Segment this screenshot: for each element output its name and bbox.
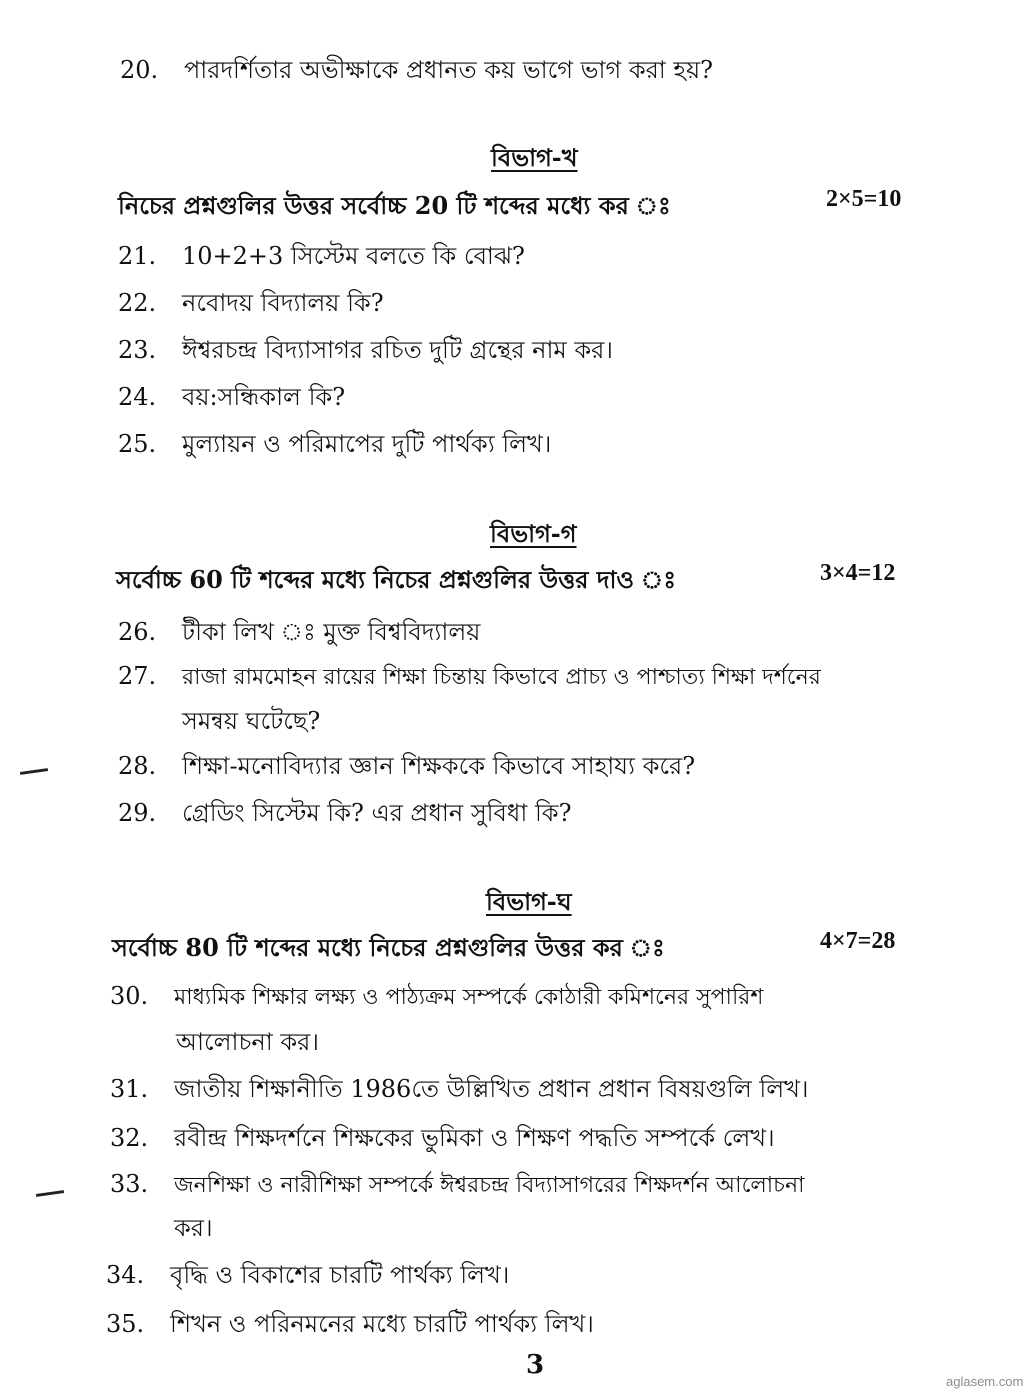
watermark: aglasem.com: [946, 1374, 1024, 1389]
question-number: 34.: [106, 1261, 145, 1289]
section-instruction-kha: নিচের প্রশ্নগুলির উত্তর সর্বোচ্চ 20 টি শব্দের মধ্যে কর ঃ: [118, 191, 671, 220]
question-text: বৃদ্ধি ও বিকাশের চারটি পার্থক্য লিখ।: [170, 1261, 510, 1289]
section-title-kha: বিভাগ-খ: [491, 143, 578, 172]
question-26: [118, 614, 480, 654]
question-33: [110, 1168, 805, 1205]
question-30: [110, 980, 763, 1017]
question-20: [120, 52, 713, 92]
margin-mark: [20, 768, 48, 775]
question-25: [118, 426, 551, 466]
section-marks-kha: 2×5=10: [826, 186, 902, 212]
question-number: 26.: [118, 618, 157, 646]
question-text: পারদর্শিতার অভীক্ষাকে প্রধানত কয় ভাগে ভাগ করা হয়?: [184, 56, 714, 84]
question-number: 20.: [120, 56, 159, 84]
question-number: 30.: [110, 982, 149, 1010]
question-number: 27.: [118, 662, 157, 690]
question-text: শিক্ষা-মনোবিদ্যার জ্ঞান শিক্ষককে কিভাবে সাহায্য করে?: [182, 752, 696, 780]
question-number: 28.: [118, 752, 157, 780]
question-33-continuation: কর।: [174, 1214, 213, 1242]
question-27-continuation: সমন্বয় ঘটেছে?: [182, 707, 321, 735]
question-number: 35.: [106, 1310, 145, 1338]
question-text: গ্রেডিং সিস্টেম কি? এর প্রধান সুবিধা কি?: [182, 799, 572, 827]
section-instruction-gha: সর্বোচ্চ 80 টি শব্দের মধ্যে নিচের প্রশ্নগুলির উত্তর কর ঃ: [112, 933, 665, 962]
question-text: নবোদয় বিদ্যালয় কি?: [182, 289, 384, 317]
section-marks-ga: 3×4=12: [820, 560, 896, 586]
question-29: [118, 795, 571, 835]
section-title-ga: বিভাগ-গ: [490, 519, 577, 548]
question-30-continuation: আলোচনা কর।: [176, 1028, 319, 1056]
question-text: 10+2+3 সিস্টেম বলতে কি বোঝ?: [182, 242, 525, 270]
question-text: ঈশ্বরচন্দ্র বিদ্যাসাগর রচিত দুটি গ্রন্থের নাম কর।: [182, 336, 613, 364]
question-28: [118, 748, 695, 788]
question-number: 21.: [118, 242, 157, 270]
question-27: [118, 660, 821, 697]
question-21: [118, 238, 525, 278]
question-number: 24.: [118, 383, 157, 411]
question-number: 23.: [118, 336, 157, 364]
question-number: 29.: [118, 799, 157, 827]
section-title-gha: বিভাগ-ঘ: [486, 887, 572, 916]
page-number: 3: [526, 1350, 545, 1380]
question-number: 31.: [110, 1075, 149, 1103]
question-number: 33.: [110, 1170, 149, 1198]
question-23: [118, 332, 613, 372]
question-text: শিখন ও পরিনমনের মধ্যে চারটি পার্থক্য লিখ।: [170, 1310, 594, 1338]
question-35: [106, 1306, 594, 1346]
question-24: [118, 379, 345, 419]
question-text: রাজা রামমোহন রায়ের শিক্ষা চিন্তায় কিভাবে প্রাচ্য ও পাশ্চাত্য শিক্ষা দর্শনের: [182, 665, 821, 690]
section-marks-gha: 4×7=28: [820, 928, 896, 954]
question-text: টীকা লিখ ঃ মুক্ত বিশ্ববিদ্যালয়: [182, 618, 481, 646]
question-text: জনশিক্ষা ও নারীশিক্ষা সম্পর্কে ঈশ্বরচন্দ্র বিদ্যাসাগরের শিক্ষদর্শন আলোচনা: [174, 1173, 805, 1198]
question-34: [106, 1257, 509, 1297]
question-22: [118, 285, 384, 325]
question-text: রবীন্দ্র শিক্ষদর্শনে শিক্ষকের ভুমিকা ও শিক্ষণ পদ্ধতি সম্পর্কে লেখ।: [174, 1124, 775, 1152]
question-31: [110, 1071, 809, 1111]
question-text: মাধ্যমিক শিক্ষার লক্ষ্য ও পাঠ্যক্রম সম্পর্কে কোঠারী কমিশনের সুপারিশ: [174, 985, 764, 1010]
question-number: 22.: [118, 289, 157, 317]
question-number: 32.: [110, 1124, 149, 1152]
question-text: বয়:সন্ধিকাল কি?: [182, 383, 346, 411]
question-number: 25.: [118, 430, 157, 458]
margin-mark: [36, 1190, 64, 1197]
question-32: [110, 1120, 775, 1160]
section-instruction-ga: সর্বোচ্চ 60 টি শব্দের মধ্যে নিচের প্রশ্নগুলির উত্তর দাও ঃ: [116, 565, 676, 594]
question-text: জাতীয় শিক্ষানীতি 1986তে উল্লিখিত প্রধান প্রধান বিষয়গুলি লিখ।: [174, 1075, 809, 1103]
question-text: মুল্যায়ন ও পরিমাপের দুটি পার্থক্য লিখ।: [182, 430, 552, 458]
